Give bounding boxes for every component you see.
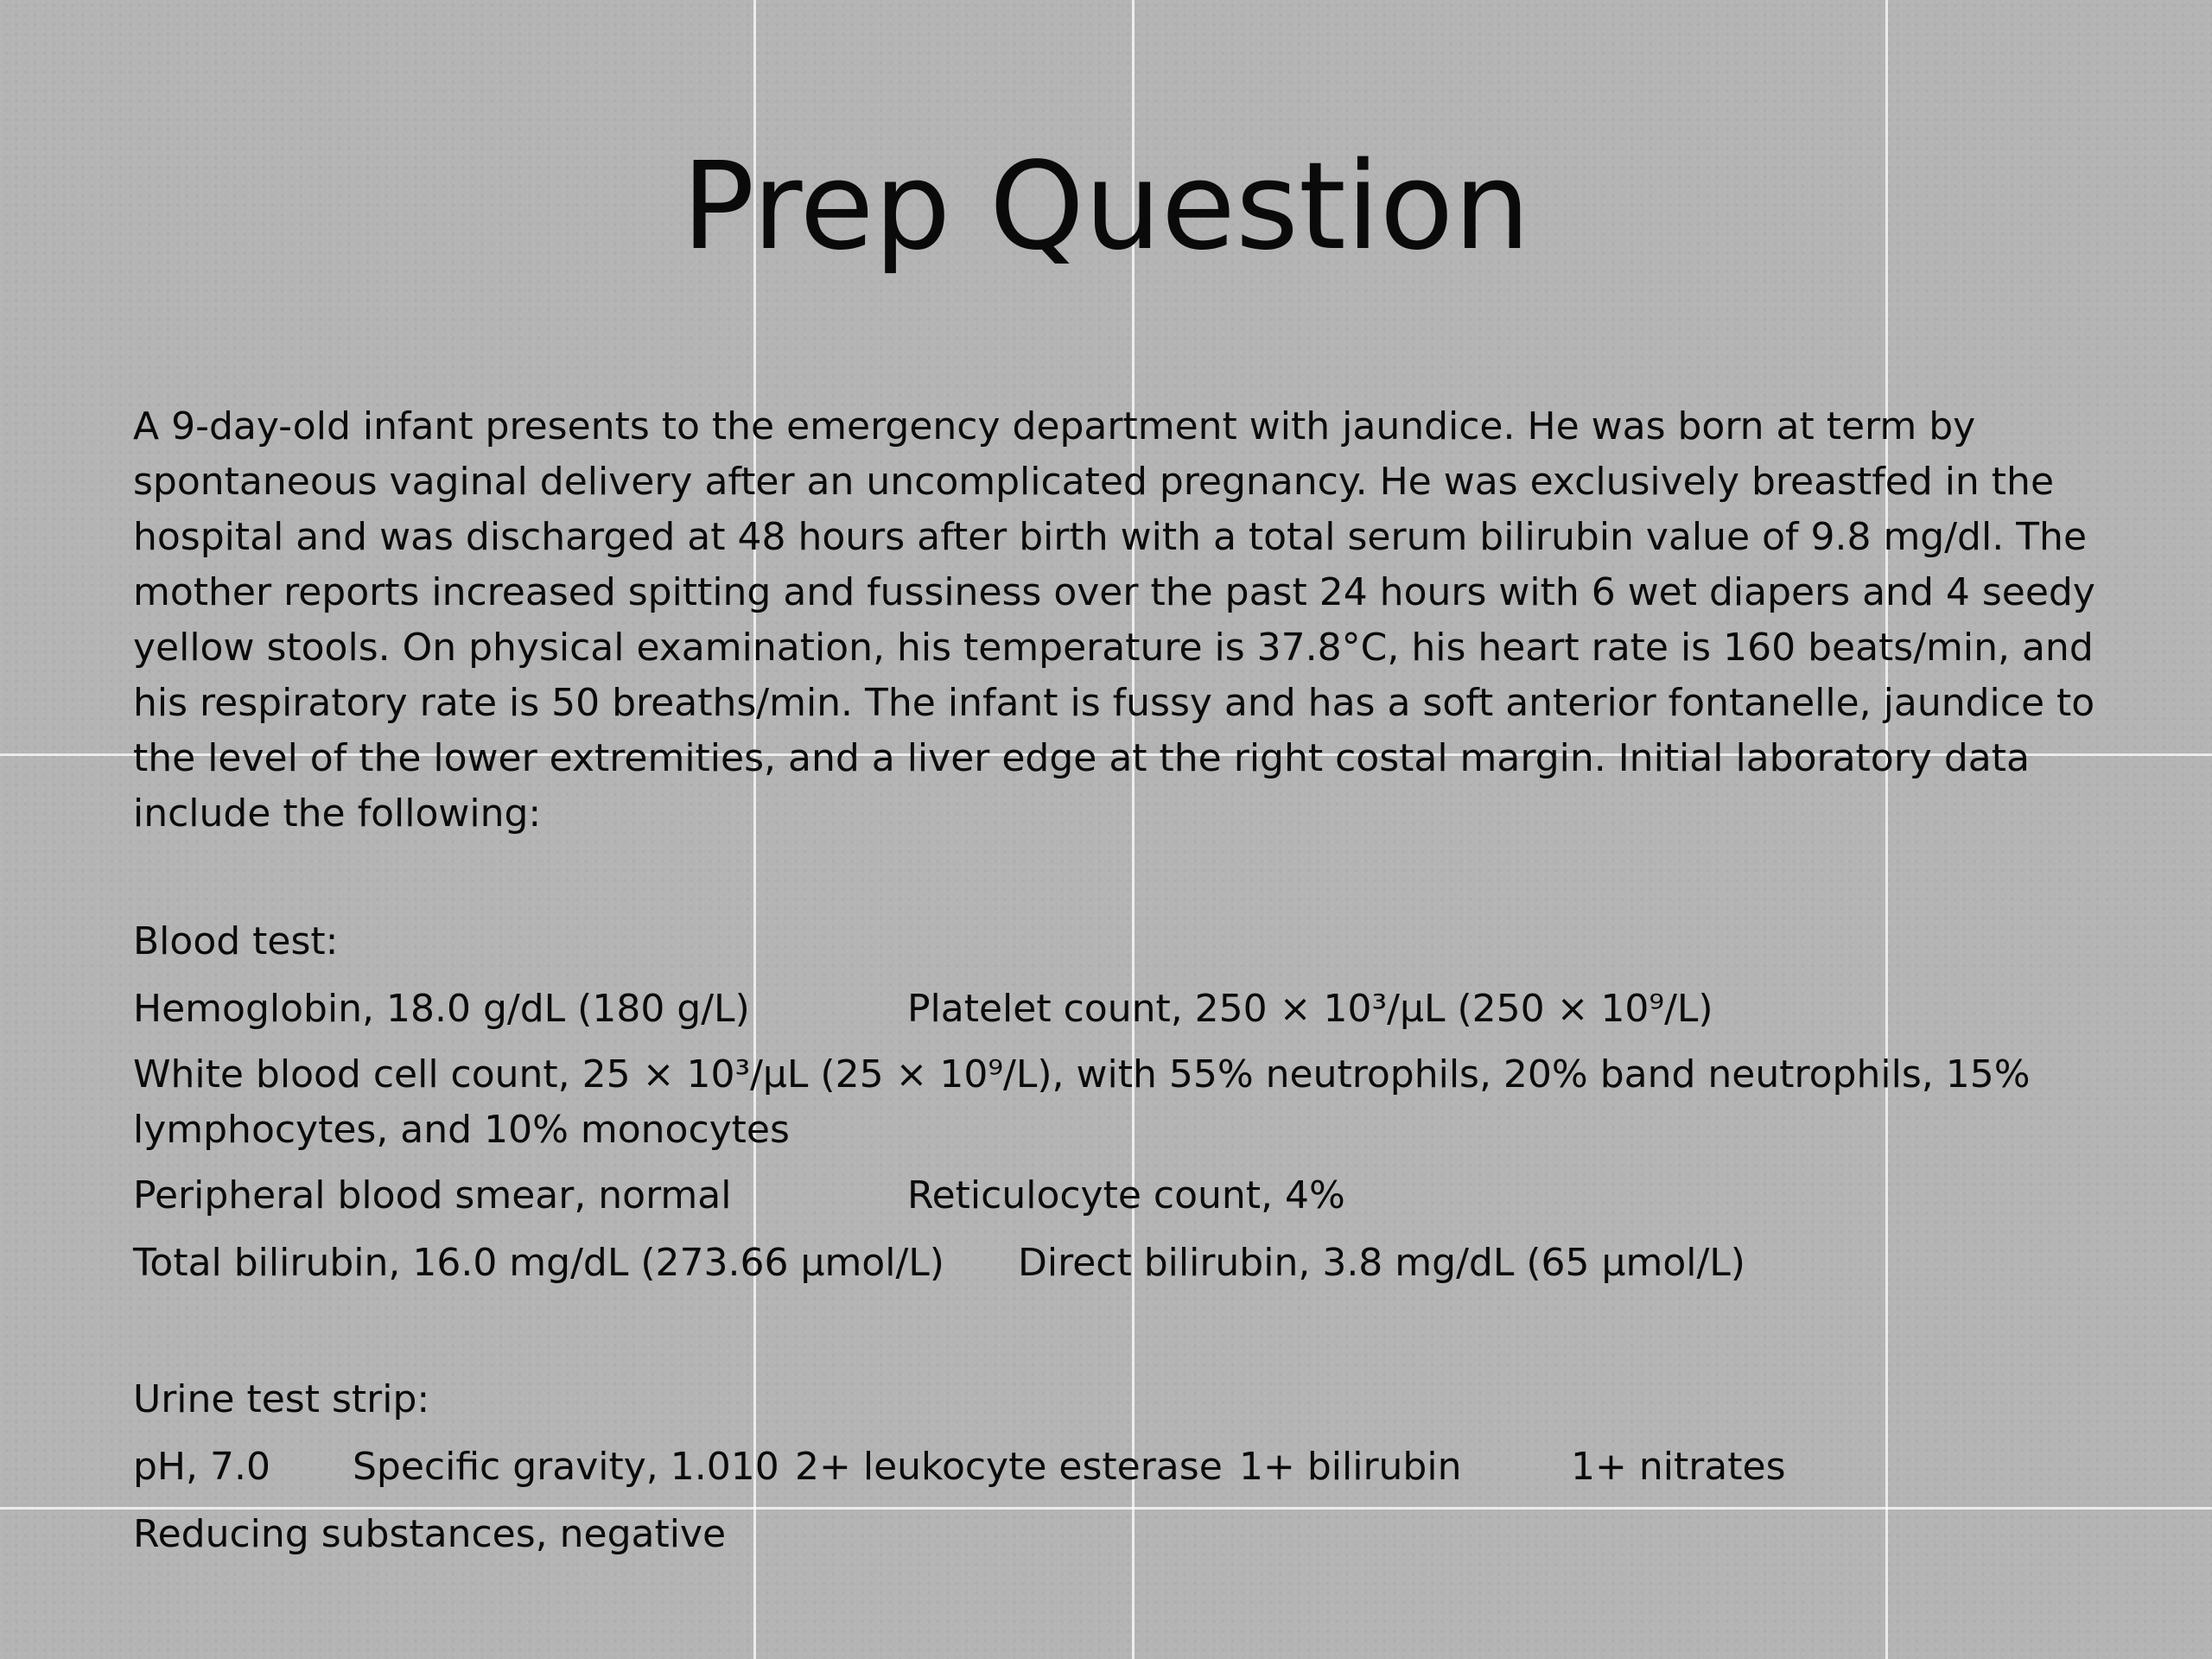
urine-nitrates-value: 1+ nitrates — [1571, 1445, 1786, 1489]
urine-ph-value: pH, 7.0 — [133, 1445, 270, 1489]
urine-bilirubin-value: 1+ bilirubin — [1239, 1445, 1462, 1489]
case-paragraph — [133, 399, 2095, 842]
reticulocyte-value: Reticulocyte count, 4% — [907, 1173, 1345, 1217]
paragraph-line: yellow stools. On physical examination, his temperature is 37.8°C, his heart rate is 160 beats/min, and — [133, 626, 2094, 670]
slide-title: Prep Question — [681, 137, 1531, 277]
paragraph-line: hospital and was discharged at 48 hours after birth with a total serum bilirubin value of 9.8 mg/dl. The — [133, 515, 2088, 559]
paragraph-line: the level of the lower extremities, and a liver edge at the right costal margin. Initial laboratory data — [133, 736, 2030, 780]
urine-test-heading: Urine test strip: — [133, 1377, 430, 1421]
paragraph-line: mother reports increased spitting and fussiness over the past 24 hours with 6 wet diapers and 4 seedy — [133, 570, 2095, 614]
urine-sg-value: Specific gravity, 1.010 — [353, 1445, 779, 1489]
urine-le-value: 2+ leukocyte esterase — [795, 1445, 1223, 1489]
direct-bilirubin-value: Direct bilirubin, 3.8 mg/dL (65 μmol/L) — [1018, 1241, 1745, 1285]
total-bilirubin-value: Total bilirubin, 16.0 mg/dL (273.66 μmol/L) — [133, 1241, 944, 1285]
smear-value: Peripheral blood smear, normal — [133, 1173, 732, 1217]
reducing-substances-value: Reducing substances, negative — [133, 1512, 727, 1556]
wbc-value-line2: lymphocytes, and 10% monocytes — [133, 1108, 790, 1152]
paragraph-line: A 9-day-old infant presents to the emergency department with jaundice. He was born at term by — [133, 404, 1976, 448]
paragraph-line: his respiratory rate is 50 breaths/min. The infant is fussy and has a soft anterior fontanelle, jaundice to — [133, 681, 2095, 725]
blood-test-heading: Blood test: — [133, 919, 339, 963]
platelet-value: Platelet count, 250 × 10³/μL (250 × 10⁹/L) — [907, 987, 1713, 1031]
paragraph-line: spontaneous vaginal delivery after an uncomplicated pregnancy. He was exclusively breastfed in the — [133, 460, 2055, 504]
paragraph-line: include the following: — [133, 791, 542, 836]
hemoglobin-value: Hemoglobin, 18.0 g/dL (180 g/L) — [133, 987, 750, 1031]
wbc-value-line1: White blood cell count, 25 × 10³/μL (25 × 10⁹/L), with 55% neutrophils, 20% band neutrophils, 15% — [133, 1052, 2031, 1096]
gridline-horizontal — [0, 1507, 2212, 1510]
